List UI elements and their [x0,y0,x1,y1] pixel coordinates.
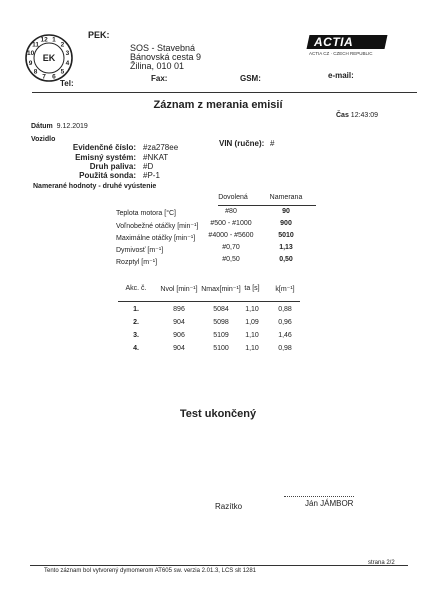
accel-cell: 1,10 [245,332,259,339]
summary-row-measured: 5010 [278,232,294,239]
col-measured-header: Namerana [269,194,303,201]
accel-cell: 1,10 [245,345,259,352]
accel-cell: 1,10 [245,306,259,313]
time-label: Čas [336,112,349,119]
stamp-number: 2 [60,41,65,49]
accel-header-cell: k[m⁻¹] [275,286,295,293]
stamp-letters: EK [42,53,56,63]
vin-value: # [270,139,275,148]
accel-cell: 5098 [213,319,229,326]
vehicle-section-label: Vozidlo [31,136,56,143]
fuel-value: #D [143,162,154,171]
stamp-number: 6 [52,73,56,81]
summary-row-allowed: #500 - #1000 [210,220,252,227]
inspection-stamp [24,33,74,83]
company-city: Žilina, 010 01 [130,61,185,71]
summary-row-label: Voľnobežné otáčky [min⁻¹] [116,223,199,230]
stamp-number: 9 [28,59,33,67]
accel-header-cell: Nmax[min⁻¹] [201,286,241,293]
technician-name: Ján JÁMBOR [305,499,354,508]
page-number: strana 2/2 [368,560,395,566]
summary-row-label: Teplota motora [°C] [116,210,176,217]
header-divider [32,92,417,93]
summary-row-measured: 1,13 [279,244,293,251]
stamp-number: 1 [52,36,56,44]
accel-cell: 904 [173,319,185,326]
stamp-label: Razítko [215,502,243,511]
actia-subtitle: ACTIA CZ · CZECH REPUBLIC [309,51,373,56]
summary-row-allowed: #4000 - #5600 [208,232,254,239]
summary-row-measured: 0,50 [279,256,293,263]
accel-cell: 1. [133,306,139,313]
accel-cell: 0,88 [278,306,292,313]
summary-row-allowed: #0,70 [222,244,240,251]
pek-label: PEK: [88,30,110,40]
ev-value: #za278ee [143,143,179,152]
accel-cell: 5109 [213,332,229,339]
accel-header-cell: Nvol [min⁻¹] [160,286,198,293]
col-allowed-header: Dovolená [218,194,248,201]
accel-header-cell: ta [s] [244,285,260,292]
stamp-number: 7 [42,73,46,81]
accel-cell: 896 [173,306,185,313]
accel-cell: 2. [133,319,139,326]
summary-row-allowed: #80 [225,208,237,215]
stamp-number: 12 [40,36,48,44]
tel-label: Tel: [60,79,74,88]
accel-cell: 1,09 [245,319,259,326]
gsm-label: GSM: [240,74,261,83]
summary-row-measured: 900 [280,220,292,227]
measured-values-label: Namerané hodnoty - druhé vyústenie [33,183,157,190]
footer-note: Tento záznam bol vytvorený dymomerom AT605 sw. verzia 2.01.3, LCS slt 1281 [44,568,256,574]
accel-cell: 4. [133,345,139,352]
stamp-number: 4 [65,59,70,67]
probe-label: Použitá sonda: [79,171,136,180]
accel-cell: 0,96 [278,319,292,326]
accel-header-cell: Akc. č. [125,285,147,292]
summary-header-rule [218,205,316,206]
stamp-number: 3 [65,50,70,58]
company-street: Bánovská cesta 9 [130,52,202,62]
accel-cell: 1,46 [278,332,292,339]
summary-row-label: Rozptyl [m⁻¹] [116,259,158,266]
emission-system-label: Emisný systém: [75,153,136,162]
page-title: Záznam z merania emisií [153,99,283,111]
fuel-label: Druh paliva: [89,162,136,171]
actia-logo-text: ACTIA [314,35,354,49]
accel-cell: 904 [173,345,185,352]
test-finished-label: Test ukončený [179,408,257,420]
accel-header-rule [118,301,300,302]
vin-label: VIN (ručne): [219,139,265,148]
email-label: e-mail: [328,71,354,80]
footer-divider [30,565,408,566]
accel-cell: 906 [173,332,185,339]
summary-row-label: Maximálne otáčky [min⁻¹] [116,235,196,242]
accel-cell: 5084 [213,306,229,313]
stamp-number: 5 [60,68,65,76]
stamp-number: 8 [33,68,38,76]
signature-line [284,496,354,497]
accel-cell: 0,98 [278,345,292,352]
probe-value: #P-1 [143,171,160,180]
summary-row-allowed: #0,50 [222,256,240,263]
ev-label: Evidenčné číslo: [72,143,136,152]
date-value: 9.12.2019 [56,123,88,130]
company-name: SOS - Stavebná [130,43,196,53]
summary-row-label: Dymivosť [m⁻¹] [116,247,164,254]
summary-row-measured: 90 [282,208,290,215]
date-label: Dátum [31,123,53,130]
accel-cell: 3. [133,332,139,339]
accel-cell: 5100 [213,345,229,352]
fax-label: Fax: [151,74,168,83]
stamp-number: 10 [26,50,35,58]
emission-system-value: #NKAT [143,153,169,162]
time-value: 12:43:09 [350,112,379,119]
stamp-number: 11 [32,41,40,49]
